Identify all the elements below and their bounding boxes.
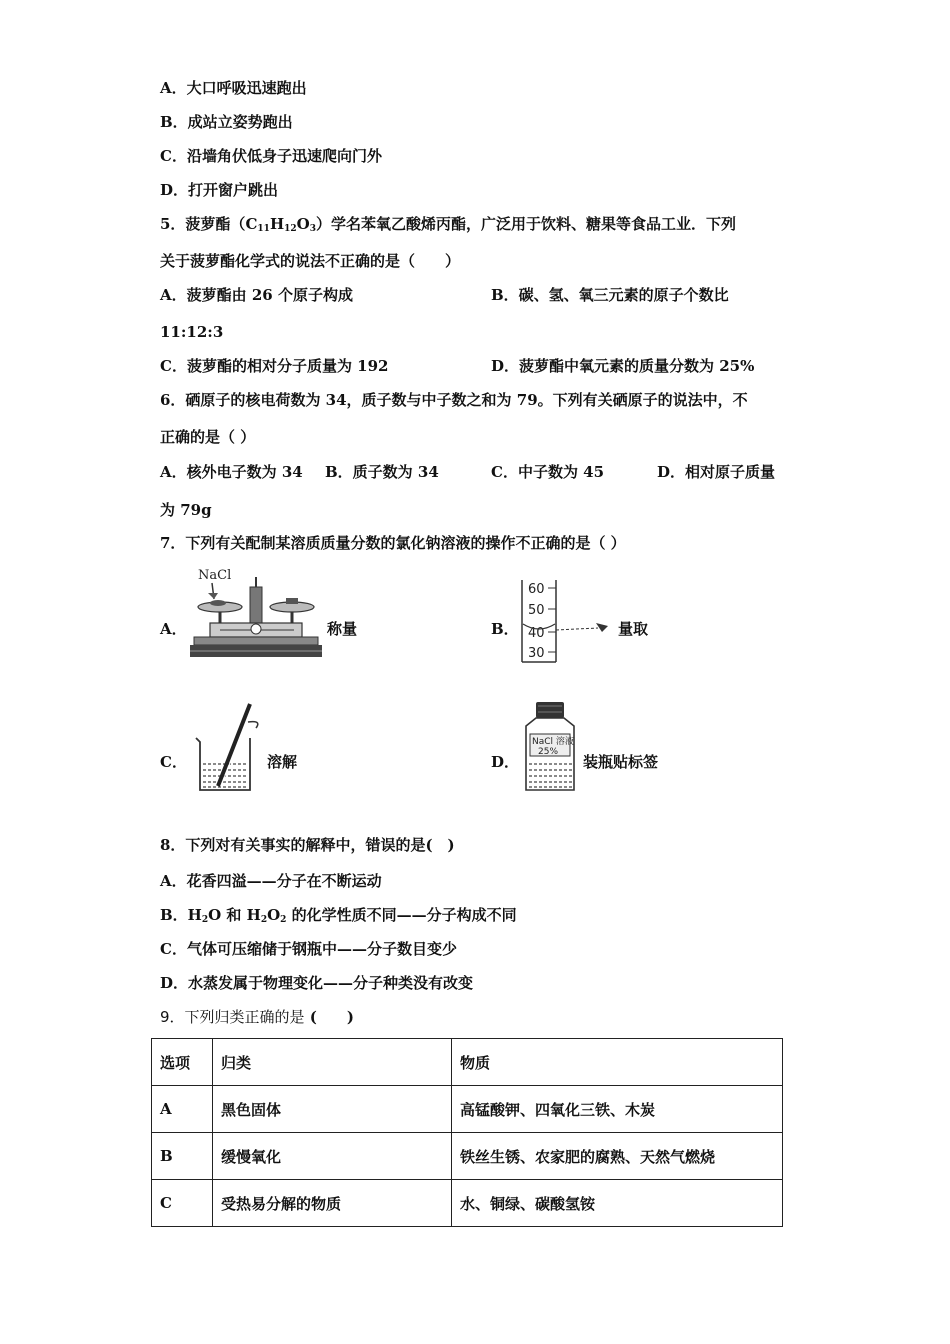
q5-option-a: A．菠萝酯由 26 个原子构成 (160, 286, 353, 304)
q6-stem-line1: 6．硒原子的核电荷数为 34，质子数与中子数之和为 79。下列有关硒原子的说法中，不 (160, 391, 748, 409)
cylinder-tick-30: 30 (528, 646, 545, 661)
q8-b-sub3: 2 (280, 915, 287, 925)
q8-b-sub2: 2 (260, 915, 268, 925)
q8-b-suffix: 的化学性质不同——分子构成不同 (286, 906, 517, 924)
table-row (152, 1086, 783, 1133)
q9-stem-line (160, 1007, 354, 1027)
table-header-cell: 选项 (152, 1039, 213, 1086)
q7-option-c-text: 溶解 (267, 753, 298, 771)
graduated-cylinder-figure (518, 578, 618, 664)
q4-option-b: B．成站立姿势跑出 (160, 113, 293, 131)
cylinder-tick-60: 60 (528, 582, 545, 597)
q5-stem-line2: 关于菠萝酯化学式的说法不正确的是（ ） (160, 252, 461, 270)
table-cell: A (152, 1086, 213, 1133)
q8-stem: 8．下列对有关事实的解释中，错误的是( ) (160, 836, 455, 854)
q5-option-c: C．菠萝酯的相对分子质量为 192 (160, 357, 389, 375)
table-cell: 受热易分解的物质 (213, 1180, 452, 1227)
q5-stem-line1 (160, 214, 736, 239)
q7-option-b-text: 量取 (618, 620, 649, 638)
q9-table (151, 1038, 783, 1227)
q5-formula-o: O (296, 215, 310, 233)
table-cell: C (152, 1180, 213, 1227)
q8-b-prefix: B．H (160, 906, 202, 924)
q8-b-o: O (267, 906, 281, 924)
balance-scale-figure (190, 563, 322, 663)
q8-option-c: C．气体可压缩储于钢瓶中——分子数目变少 (160, 940, 457, 958)
q4-option-c: C．沿墙角伏低身子迅速爬向门外 (160, 147, 382, 165)
q5-stem-prefix: 5．菠萝酯（ (160, 215, 246, 233)
q5-formula-h: H (269, 215, 285, 233)
table-header-cell: 归类 (213, 1039, 452, 1086)
q6-option-c: C．中子数为 45 (491, 463, 605, 481)
q7-option-c-letter: C． (160, 753, 187, 771)
q6-option-b: B．质子数为 34 (325, 463, 439, 481)
q9-paren: ( ) (309, 1008, 354, 1026)
table-header-row (152, 1039, 783, 1086)
q7-option-b-letter: B． (491, 620, 519, 638)
bottle-label-line2: 25% (538, 747, 559, 757)
q7-option-a-text: 称量 (327, 620, 358, 638)
table-cell: 黑色固体 (213, 1086, 452, 1133)
table-header-cell: 物质 (452, 1039, 783, 1086)
eye-icon (596, 623, 608, 632)
q5-stem-suffix: ）学名苯氧乙酸烯丙酯，广泛用于饮料、糖果等食品工业．下列 (316, 215, 737, 233)
q5-option-b-continued: 11:12:3 (160, 323, 224, 341)
q5-formula-h-sub: 12 (284, 224, 297, 234)
table-cell: 水、铜绿、碳酸氢铵 (452, 1180, 783, 1227)
q7-stem: 7．下列有关配制某溶质质量分数的氯化钠溶液的操作不正确的是（ ） (160, 534, 626, 552)
q4-option-d: D．打开窗户跳出 (160, 181, 279, 199)
table-cell: B (152, 1133, 213, 1180)
nacl-label: NaCl (198, 568, 232, 583)
table-cell: 高锰酸钾、四氧化三铁、木炭 (452, 1086, 783, 1133)
table-row (152, 1133, 783, 1180)
q6-stem-line2: 正确的是（ ） (160, 428, 256, 446)
q8-option-a: A．花香四溢——分子在不断运动 (160, 872, 382, 890)
q5-formula-c: C (245, 215, 258, 233)
table-row (152, 1180, 783, 1227)
q8-b-mid: O 和 H (208, 906, 261, 924)
q5-formula-o-sub: 3 (309, 224, 316, 234)
q5-formula-c-sub: 11 (257, 224, 270, 234)
table-cell: 铁丝生锈、农家肥的腐熟、天然气燃烧 (452, 1133, 783, 1180)
q7-option-a-letter: A． (160, 620, 187, 638)
q4-option-a: A．大口呼吸迅速跑出 (160, 79, 307, 97)
q6-option-a: A．核外电子数为 34 (160, 463, 303, 481)
table-cell: 缓慢氧化 (213, 1133, 452, 1180)
q6-option-d: D．相对原子质量 (657, 463, 776, 481)
q8-option-d: D．水蒸发属于物理变化——分子种类没有改变 (160, 974, 474, 992)
q8-b-sub1: 2 (201, 915, 209, 925)
q7-option-d-text: 装瓶贴标签 (583, 753, 659, 771)
q5-option-d: D．菠萝酯中氧元素的质量分数为 25% (491, 357, 755, 375)
reagent-bottle-figure (520, 698, 580, 794)
bottle-label-line1: NaCl 溶液 (532, 737, 574, 747)
cylinder-tick-50: 50 (528, 603, 545, 618)
beaker-stirring-figure (192, 698, 264, 794)
q6-option-d-continued: 为 79g (160, 501, 212, 519)
q7-option-d-letter: D． (491, 753, 520, 771)
q9-stem: 9．下列归类正确的是 (160, 1008, 305, 1026)
q5-option-b: B．碳、氢、氧三元素的原子个数比 (491, 286, 729, 304)
cylinder-tick-40: 40 (528, 626, 545, 641)
q8-option-b (160, 905, 517, 930)
